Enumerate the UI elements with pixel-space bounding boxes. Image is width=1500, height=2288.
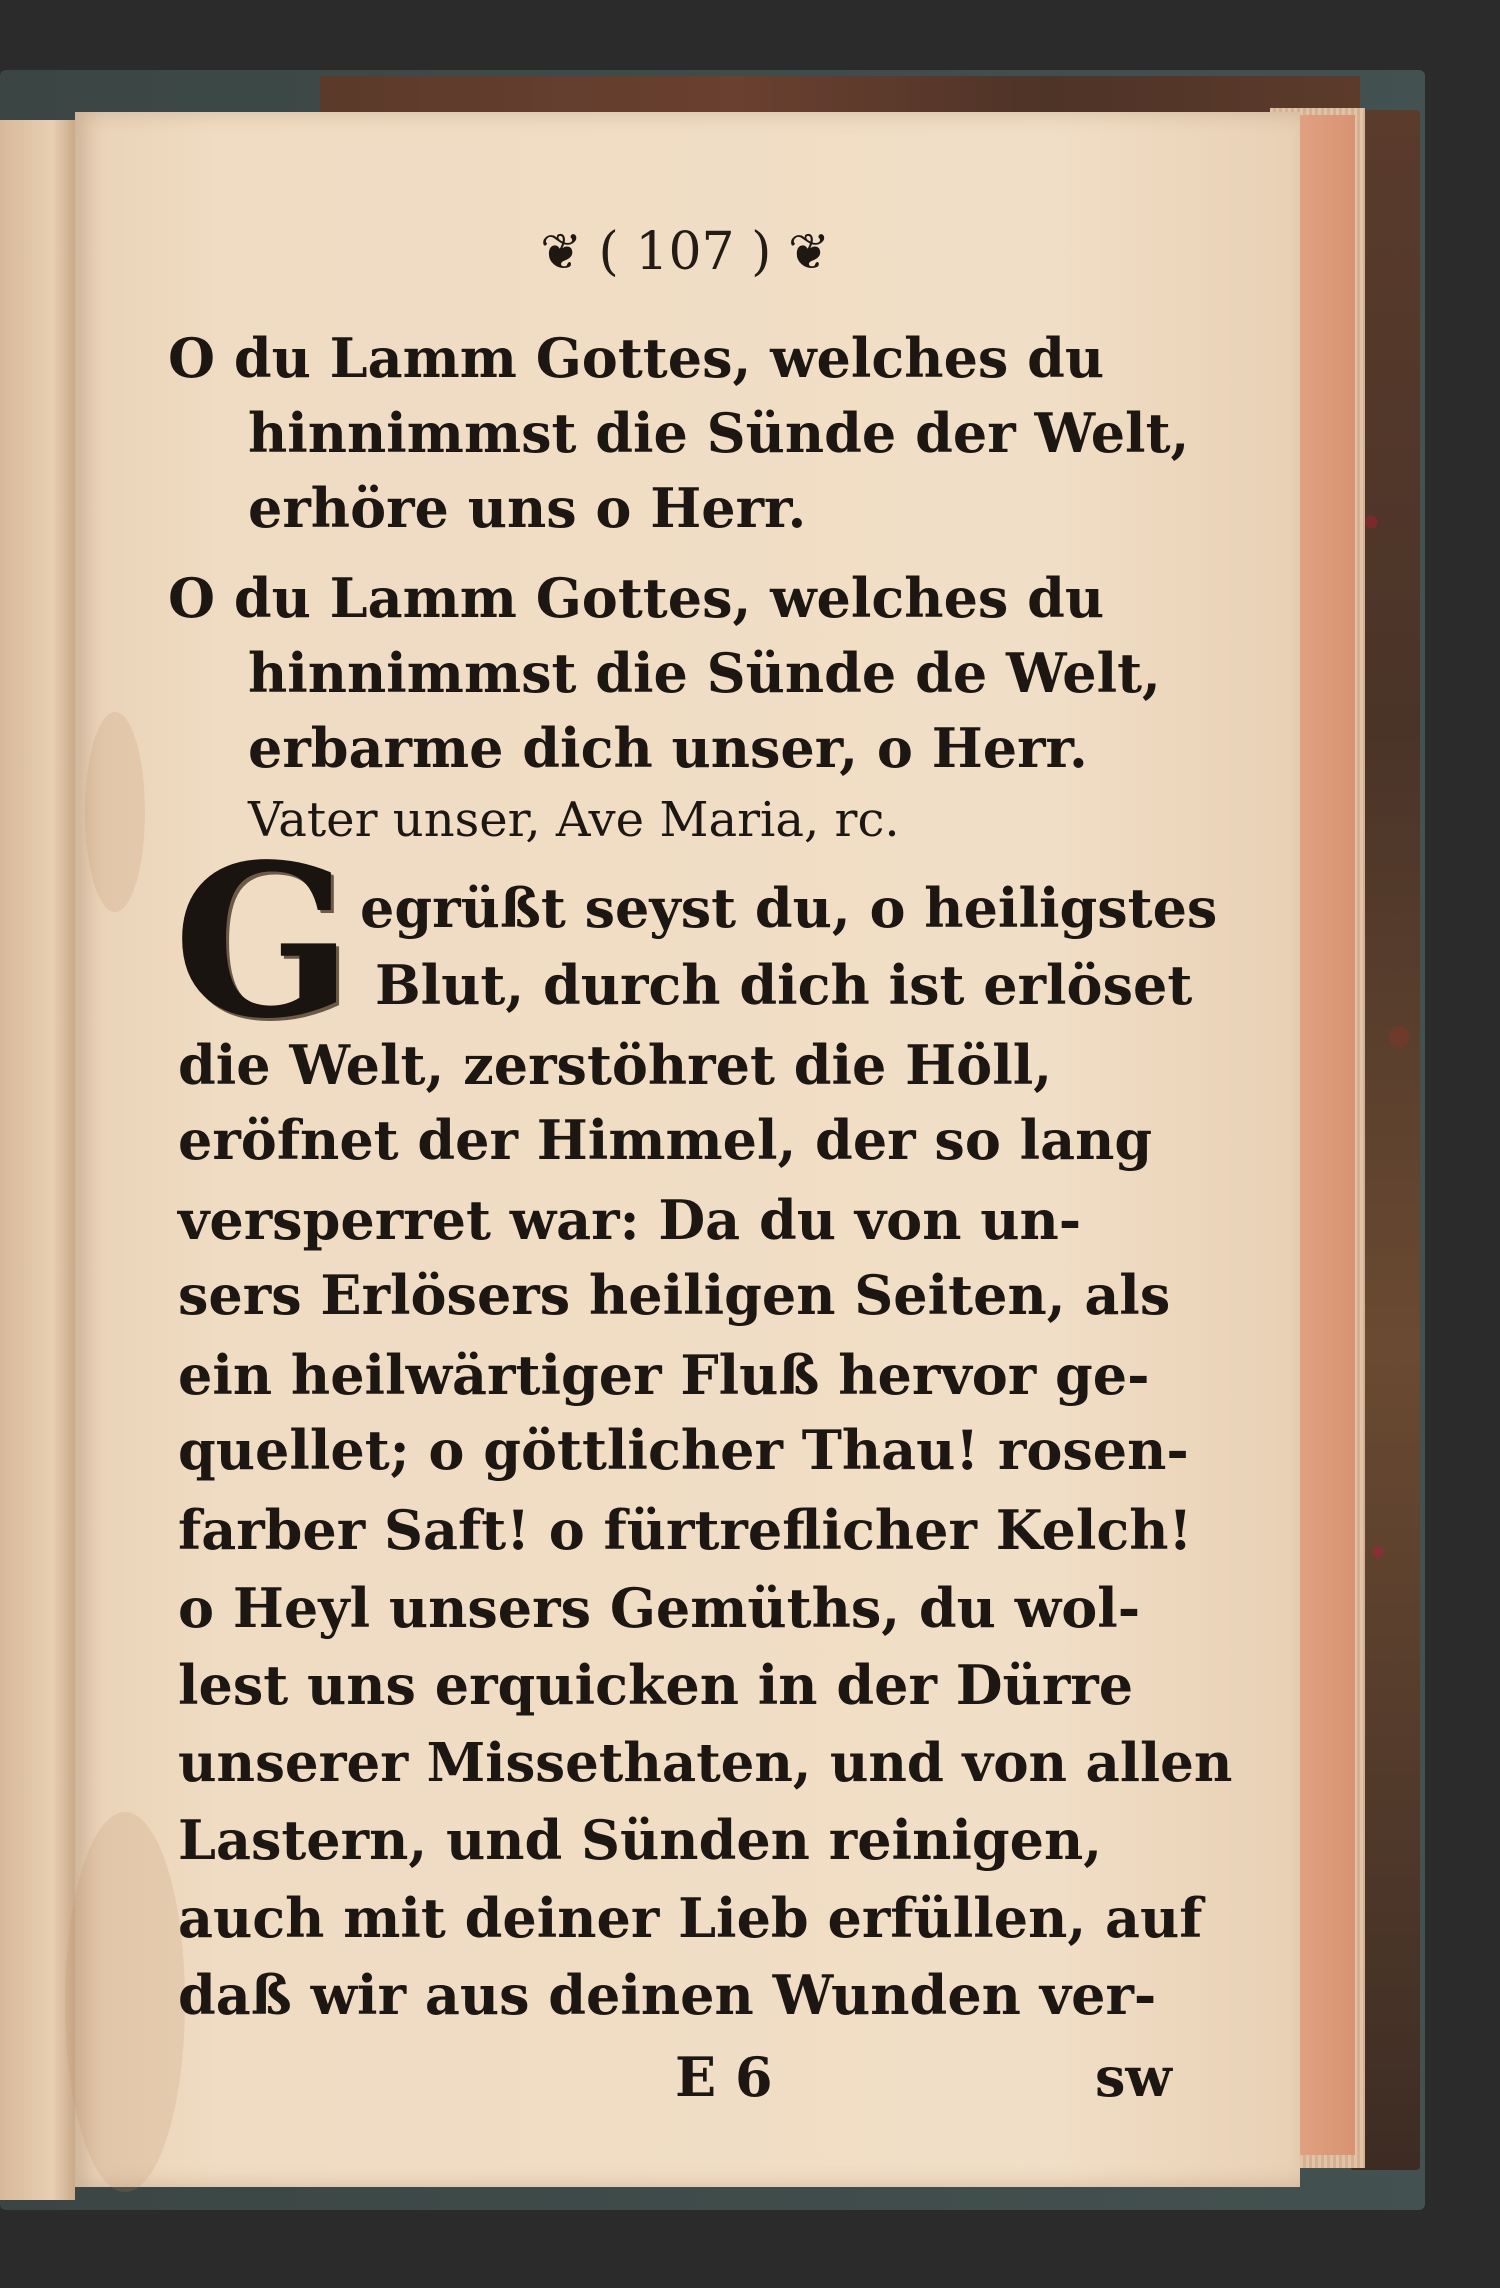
text-line: sers Erlösers heiligen Seiten, als: [178, 1263, 1171, 1327]
text-line: O du Lamm Gottes, welches du: [168, 326, 1105, 390]
cover-marble-top: [320, 76, 1360, 116]
text-line: hinnimmst die Sünde der Welt,: [248, 401, 1190, 465]
text-line: Blut, durch dich ist erlöset: [375, 953, 1193, 1017]
page-header: [460, 222, 910, 282]
text-line: O du Lamm Gottes, welches du: [168, 566, 1105, 630]
text-line: Vater unser, Ave Maria, rc.: [248, 792, 900, 848]
text-line: ein heilwärtiger Fluß hervor ge-: [178, 1343, 1150, 1407]
text-line: Lastern, und Sünden reinigen,: [178, 1808, 1103, 1872]
text-line: auch mit deiner Lieb erfüllen, auf: [178, 1886, 1203, 1950]
text-line: o Heyl unsers Gemüths, du wol-: [178, 1576, 1141, 1640]
text-line: daß wir aus deinen Wunden ver-: [178, 1963, 1157, 2027]
text-line: hinnimmst die Sünde de Welt,: [248, 641, 1161, 705]
text-line: versperret war: Da du von un-: [178, 1188, 1082, 1252]
signature-mark: E 6: [675, 2045, 773, 2109]
text-line: unserer Missethaten, und von allen: [178, 1732, 1233, 1794]
ornament-left-icon: ❦: [540, 223, 583, 281]
text-line: erbarme dich unser, o Herr.: [248, 716, 1088, 780]
text-line: quellet; o göttlicher Thau! rosen-: [178, 1418, 1189, 1482]
text-line: lest uns erquicken in der Dürre: [178, 1653, 1134, 1717]
colored-page-edge: [1300, 115, 1355, 2155]
catchword: sw: [1095, 2045, 1172, 2109]
drop-cap: G: [173, 818, 353, 1065]
text-line: egrüßt seyst du, o heiligstes: [360, 876, 1218, 940]
page-stain: [85, 712, 145, 912]
text-line: eröfnet der Himmel, der so lang: [178, 1108, 1153, 1172]
text-line: erhöre uns o Herr.: [248, 476, 807, 540]
text-line: die Welt, zerstöhret die Höll,: [178, 1033, 1053, 1097]
ornament-right-icon: ❦: [787, 223, 830, 281]
page-stain: [65, 1812, 185, 2192]
text-line: farber Saft! o fürtreflicher Kelch!: [178, 1498, 1193, 1562]
page-number: ( 107 ): [598, 222, 772, 282]
left-page-edge: [0, 120, 75, 2200]
